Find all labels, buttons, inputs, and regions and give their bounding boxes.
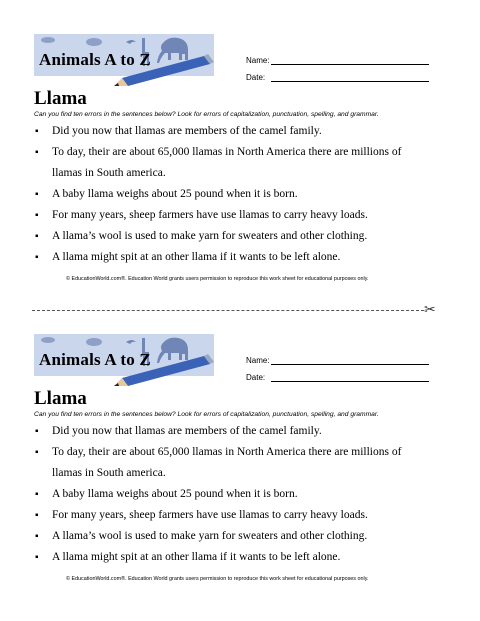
sentence-item: ▪ A llama might spit at an other llama if it wants to be left alone. (34, 547, 434, 568)
sentence-list (34, 421, 434, 568)
name-label: Name: (246, 56, 270, 65)
name-line (271, 64, 429, 65)
date-field[interactable] (246, 373, 265, 382)
copyright-notice: © EducationWorld.com®. Education World grants users permission to reproduce this work sheet for educational purposes only. (66, 576, 369, 582)
logo-title: Animals A to Z (39, 50, 151, 69)
date-line (271, 81, 429, 82)
logo-title: Animals A to Z (39, 350, 151, 369)
worksheet-title: Llama (34, 388, 87, 409)
worksheet-title: Llama (34, 88, 87, 109)
date-field[interactable] (246, 73, 265, 82)
sentence-continuation: llamas in South america. (52, 167, 166, 179)
sentence-item: ▪ To day, their are about 65,000 llamas in North America there are millions of (34, 442, 434, 463)
copyright-notice: © EducationWorld.com®. Education World grants users permission to reproduce this work sheet for educational purposes only. (66, 276, 369, 282)
date-label: Date: (246, 73, 266, 82)
instructions: Can you find ten errors in the sentences below? Look for errors of capitalization, punctuation, spelling, and grammar. (34, 411, 379, 418)
worksheet-bottom (0, 300, 480, 600)
sentence-item: ▪ A llama’s wool is used to make yarn for sweaters and other clothing. (34, 226, 434, 247)
sentence-item: ▪ A llama’s wool is used to make yarn for sweaters and other clothing. (34, 526, 434, 547)
instructions: Can you find ten errors in the sentences below? Look for errors of capitalization, punctuation, spelling, and grammar. (34, 111, 379, 118)
date-label: Date: (246, 373, 266, 382)
name-field[interactable] (246, 56, 270, 65)
sentence-list (34, 121, 434, 268)
sentence-item: ▪ Did you now that llamas are members of the camel family. (34, 421, 434, 442)
date-line (271, 381, 429, 382)
name-label: Name: (246, 356, 270, 365)
animals-a-to-z-logo (34, 34, 214, 88)
name-field[interactable] (246, 356, 270, 365)
sentence-item: ▪ A llama might spit at an other llama if it wants to be left alone. (34, 247, 434, 268)
sentence-item: ▪ A baby llama weighs about 25 pound when it is born. (34, 484, 434, 505)
sentence-item: ▪ Did you now that llamas are members of the camel family. (34, 121, 434, 142)
sentence-item: ▪ For many years, sheep farmers have use llamas to carry heavy loads. (34, 505, 434, 526)
sentence-item: ▪ For many years, sheep farmers have use llamas to carry heavy loads. (34, 205, 434, 226)
sentence-continuation: llamas in South america. (52, 467, 166, 479)
worksheet-top (0, 0, 480, 300)
sentence-item: ▪ A baby llama weighs about 25 pound when it is born. (34, 184, 434, 205)
sentence-item: ▪ To day, their are about 65,000 llamas in North America there are millions of (34, 142, 434, 163)
name-line (271, 364, 429, 365)
animals-a-to-z-logo (34, 334, 214, 388)
scissors-icon: ✂ (424, 302, 436, 318)
